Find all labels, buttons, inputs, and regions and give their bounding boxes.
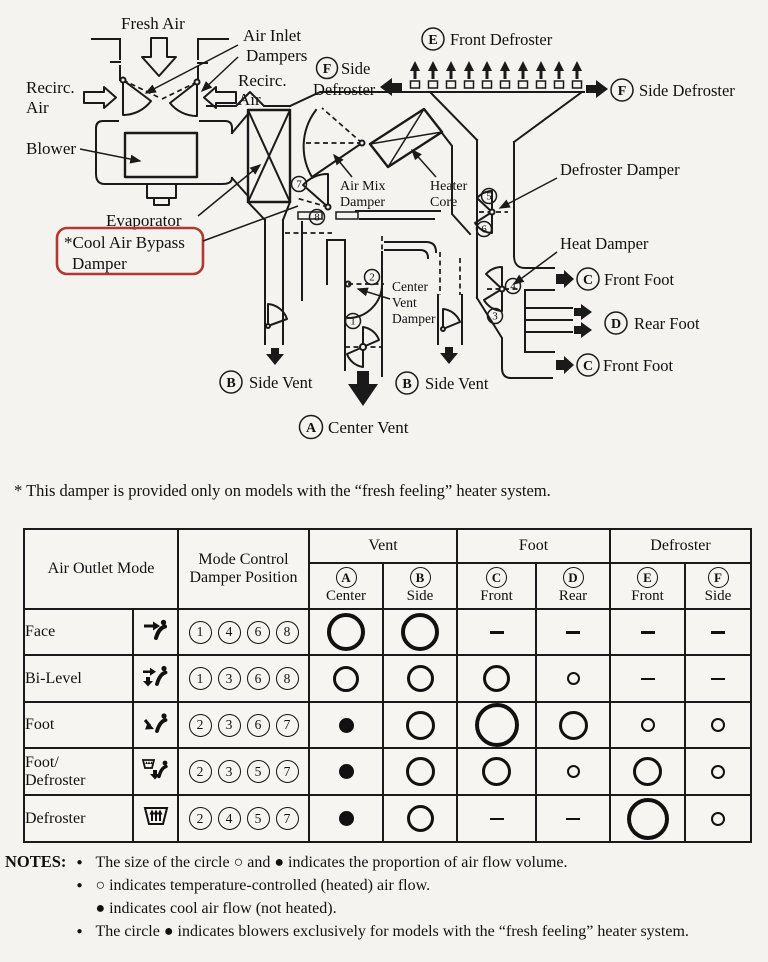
note-item: ● ○ indicates temperature-controlled (heated) air flow. [76, 875, 731, 896]
svg-text:Air: Air [26, 98, 49, 117]
damper-number-1 [346, 314, 361, 329]
evaporator-label: Evaporator [106, 211, 182, 230]
airflow-symbol [711, 678, 725, 681]
center-vent-damper-label: Center [392, 279, 428, 294]
note-item: ● indicates cool air flow (not heated). [76, 898, 731, 919]
face-mode-icon [141, 618, 171, 642]
heat-damper-foot-section [477, 234, 700, 378]
front-foot-lower-label: Front Foot [603, 356, 674, 375]
damper-position: 1 [189, 621, 212, 644]
rear-foot-arrow-1 [574, 304, 592, 320]
blower-motor [147, 184, 176, 198]
airflow-symbol [406, 757, 435, 786]
front-defroster-arrows [410, 61, 582, 79]
cool-air-bypass-section [57, 174, 358, 274]
cool-air-bypass-label: *Cool Air Bypass [64, 233, 185, 252]
header-col-a-center: A Center [309, 563, 383, 609]
heat-damper-label: Heat Damper [560, 234, 649, 253]
airflow-symbol [407, 805, 434, 832]
side-defroster-right-arrow [586, 80, 608, 98]
bullet-icon [76, 898, 86, 919]
table-row-foot: Foot 2 3 6 7 [24, 702, 751, 748]
airflow-symbol [339, 764, 354, 779]
svg-text:Damper: Damper [392, 311, 436, 326]
header-col-f-side: F Side [685, 563, 751, 609]
airflow-symbol [566, 631, 580, 634]
header-col-d-rear: D Rear [536, 563, 610, 609]
airflow-symbol [333, 666, 359, 692]
svg-text:Core: Core [430, 195, 458, 210]
svg-text:D: D [610, 317, 622, 332]
side-vent-right-label: Side Vent [425, 374, 489, 393]
air-inlet-section [26, 14, 307, 117]
front-defroster-outlet [422, 28, 553, 50]
foot-defroster-mode-icon [141, 757, 171, 781]
svg-text:C: C [582, 273, 594, 288]
notes-section [5, 852, 765, 944]
defroster-damper-section [475, 160, 680, 237]
fresh-air-arrow [142, 38, 176, 76]
center-vent-flow-arrow [348, 371, 378, 406]
svg-text:Air: Air [238, 90, 261, 109]
airflow-symbol [567, 672, 580, 685]
bullet-icon: ● [76, 880, 83, 892]
center-vent-label: Center Vent [328, 418, 409, 437]
defroster-mode-icon [141, 804, 171, 828]
header-col-e-front: E Front [610, 563, 685, 609]
svg-text:1: 1 [350, 315, 356, 328]
header-group-foot: Foot [457, 529, 610, 563]
airflow-symbol [490, 818, 504, 821]
header-group-vent: Vent [309, 529, 457, 563]
note-item: ● The size of the circle ○ and ● indicates the proportion of air flow volume. [76, 852, 731, 873]
defroster-slots [411, 81, 582, 88]
blower-label: Blower [26, 139, 77, 158]
svg-text:4: 4 [510, 280, 516, 293]
table-row-bi-level: Bi-Level 1 3 6 8 [24, 655, 751, 702]
damper-number-5 [482, 189, 497, 204]
header-group-defroster: Defroster [610, 529, 751, 563]
svg-text:Side Defroster: Side Defroster [639, 81, 735, 100]
side-defroster-left-outlet [313, 58, 376, 100]
svg-text:C: C [582, 359, 594, 374]
side-vent-left-label: Side Vent [249, 373, 313, 392]
airflow-symbol [483, 665, 510, 692]
table-row-foot-defroster: Foot/ Defroster 2 3 5 7 [24, 748, 751, 795]
header-col-b-side: B Side [383, 563, 457, 609]
airflow-symbol [559, 711, 588, 740]
hvac-airflow-diagram [0, 0, 768, 462]
bullet-icon: ● [76, 857, 83, 868]
damper-number-3 [488, 309, 503, 324]
inlet-damper-right [170, 82, 197, 116]
airflow-symbol [633, 757, 662, 786]
note-item: ● The circle ● indicates blowers exclusively for models with the “fresh feeling” heater system. [76, 921, 731, 942]
inlet-damper-left [123, 80, 151, 115]
header-air-outlet-mode: Air Outlet Mode [24, 529, 178, 609]
recirc-air-mid-label: Recirc. [238, 71, 287, 90]
airflow-symbol [406, 711, 435, 740]
side-vent-left-damper [268, 304, 287, 326]
air-mix-damper-label: Air Mix [340, 179, 386, 194]
svg-text:3: 3 [492, 310, 498, 323]
foot-mode-icon [141, 711, 171, 735]
airflow-symbol [339, 718, 354, 733]
side-vent-right-flow-arrow [440, 347, 458, 364]
svg-text:8: 8 [314, 211, 320, 224]
rear-foot-label: Rear Foot [634, 314, 700, 333]
svg-text:F: F [617, 84, 627, 99]
heater-core-section [304, 108, 470, 234]
svg-text:Defroster: Defroster [313, 80, 376, 99]
table-row-defroster: Defroster 2 4 5 7 [24, 795, 751, 842]
cool-air-bypass-damper [303, 174, 328, 207]
header-mode-control: Mode Control Damper Position [178, 529, 309, 609]
bi-level-mode-icon [141, 664, 171, 688]
airflow-symbol [566, 818, 580, 821]
airflow-symbol [641, 631, 655, 634]
side-vent-left-flow-arrow [266, 348, 284, 365]
airflow-symbol [475, 703, 519, 747]
svg-text:2: 2 [369, 271, 375, 284]
svg-text:Dampers: Dampers [246, 46, 308, 65]
air-outlet-mode-table [23, 528, 752, 843]
svg-text:A: A [305, 421, 317, 436]
air-inlet-dampers-label: Air Inlet [243, 26, 302, 45]
airflow-symbol [641, 718, 655, 732]
svg-text:Side: Side [341, 59, 371, 78]
side-defroster-left-arrow [380, 78, 402, 96]
airflow-symbol [711, 718, 725, 732]
svg-text:Damper: Damper [340, 195, 386, 210]
airflow-symbol [482, 757, 511, 786]
notes-title: NOTES: [5, 852, 67, 871]
airflow-symbol [641, 678, 655, 681]
airflow-symbol [627, 798, 669, 840]
svg-text:B: B [402, 377, 412, 392]
recirc-air-left-arrow [84, 87, 116, 108]
front-foot-upper-label: Front Foot [604, 270, 675, 289]
airflow-symbol [407, 665, 434, 692]
side-defroster-right-outlet [611, 79, 735, 101]
rear-foot-arrow-2 [574, 322, 592, 338]
heater-core-label: Heater [430, 179, 468, 194]
side-vent-right-damper [443, 309, 460, 329]
airflow-symbol [327, 613, 365, 651]
center-vent-section [300, 222, 437, 439]
bullet-icon: ● [76, 926, 83, 938]
airflow-symbol [567, 765, 580, 778]
svg-text:6: 6 [481, 223, 487, 236]
front-defroster-label: Front Defroster [450, 30, 553, 49]
side-vent-left-section [220, 202, 332, 393]
svg-text:F: F [322, 62, 332, 77]
table-row-face: Face 1 4 6 8 [24, 609, 751, 655]
front-foot-upper-arrow [556, 270, 574, 288]
recirc-air-left-label: Recirc. [26, 78, 75, 97]
blower-box [125, 133, 197, 177]
airflow-symbol [339, 811, 354, 826]
airflow-symbol [711, 631, 725, 634]
airflow-symbol [711, 765, 725, 779]
svg-text:5: 5 [486, 190, 492, 203]
airflow-symbol [711, 812, 725, 826]
front-foot-lower-arrow [556, 356, 574, 374]
airflow-symbol [401, 613, 439, 651]
svg-text:B: B [226, 376, 236, 391]
svg-text:E: E [428, 33, 438, 48]
svg-text:7: 7 [296, 178, 302, 191]
footnote: * This damper is provided only on models with the “fresh feeling” heater system. [14, 481, 551, 500]
header-col-c-front: C Front [457, 563, 536, 609]
recirc-air-mid-arrow [204, 87, 236, 108]
defroster-damper-label: Defroster Damper [560, 160, 680, 179]
blower-section [26, 114, 248, 205]
svg-text:Damper: Damper [72, 254, 127, 273]
damper-number-2 [365, 270, 380, 285]
airflow-symbol [490, 631, 504, 634]
svg-text:Vent: Vent [392, 295, 417, 310]
fresh-air-label: Fresh Air [121, 14, 185, 33]
